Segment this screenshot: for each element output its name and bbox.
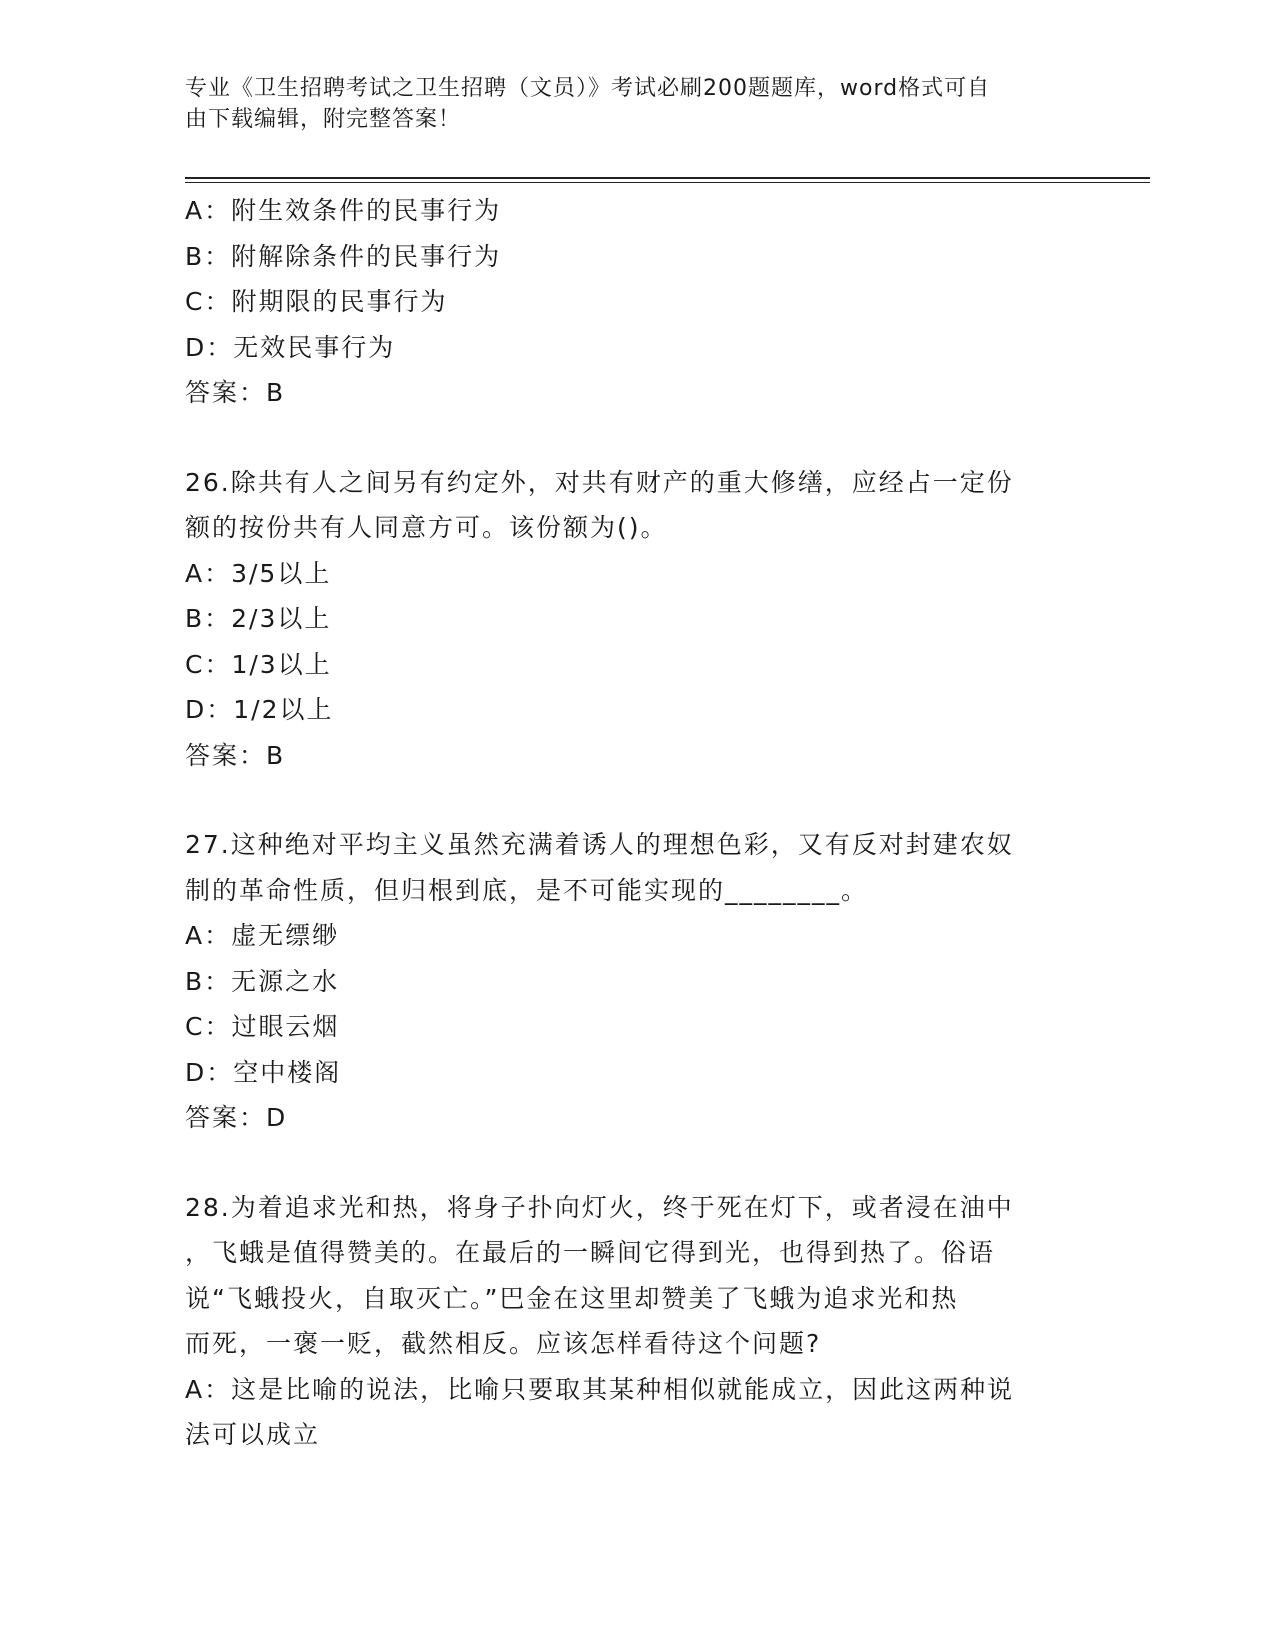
question-block-26 xyxy=(185,460,1075,779)
option-b: B：附解除条件的民事行为 xyxy=(185,241,502,271)
option-b: B：无源之水 xyxy=(185,966,340,996)
option-d: D：1/2以上 xyxy=(185,695,334,724)
option-b: B：2/3以上 xyxy=(185,604,332,633)
question-stem-line: 28.为着追求光和热，将身子扑向灯火，终于死在灯下，或者浸在油中 xyxy=(185,1192,1014,1222)
option-a: A：3/5以上 xyxy=(185,558,332,588)
block-spacer xyxy=(185,778,1075,822)
block-spacer xyxy=(185,1141,1075,1185)
question-stem-line: 27.这种绝对平均主义虽然充满着诱人的理想色彩，又有反对封建农奴 xyxy=(185,830,1014,859)
option-c: C：1/3以上 xyxy=(185,649,332,679)
option-d: D：空中楼阁 xyxy=(185,1057,342,1087)
header-line-2: 由下载编辑，附完整答案！ xyxy=(185,107,462,132)
question-block-25 xyxy=(185,188,1075,416)
option-a: A：附生效条件的民事行为 xyxy=(185,196,502,225)
option-d: D：无效民事行为 xyxy=(185,332,396,362)
header-divider-thin xyxy=(185,182,1150,183)
answer-line: 答案：B xyxy=(185,740,286,770)
question-block-27 xyxy=(185,822,1075,1141)
header-divider-thick xyxy=(185,177,1150,179)
question-stem-line: 而死，一褒一贬，截然相反。应该怎样看待这个问题? xyxy=(185,1329,822,1358)
option-c: C：过眼云烟 xyxy=(185,1012,340,1041)
answer-line: 答案：B xyxy=(185,378,286,407)
question-block-28 xyxy=(185,1185,1075,1458)
option-a: A：这是比喻的说法，比喻只要取其某种相似就能成立，因此这两种说 xyxy=(185,1374,1015,1404)
answer-line: 答案：D xyxy=(185,1103,288,1132)
question-stem-line: 26.除共有人之间另有约定外，对共有财产的重大修缮，应经占一定份 xyxy=(185,467,1014,497)
question-stem-line: 额的按份共有人同意方可。该份额为()。 xyxy=(185,513,668,542)
question-content xyxy=(185,188,1075,1458)
option-a: A：虚无缥缈 xyxy=(185,921,340,950)
question-stem-line: 制的革命性质，但归根到底，是不可能实现的________。 xyxy=(185,875,869,905)
block-spacer xyxy=(185,416,1075,460)
header-line-1: 专业《卫生招聘考试之卫生招聘（文员）》考试必刷200题题库，word格式可自 xyxy=(185,76,991,101)
document-header xyxy=(185,73,1065,135)
question-stem-line: ，飞蛾是值得赞美的。在最后的一瞬间它得到光，也得到热了。俗语 xyxy=(185,1238,996,1267)
option-c: C：附期限的民事行为 xyxy=(185,287,448,316)
option-a-continued: 法可以成立 xyxy=(185,1420,321,1449)
question-stem-line: 说“飞蛾投火，自取灭亡。”巴金在这里却赞美了飞蛾为追求光和热 xyxy=(185,1283,959,1313)
